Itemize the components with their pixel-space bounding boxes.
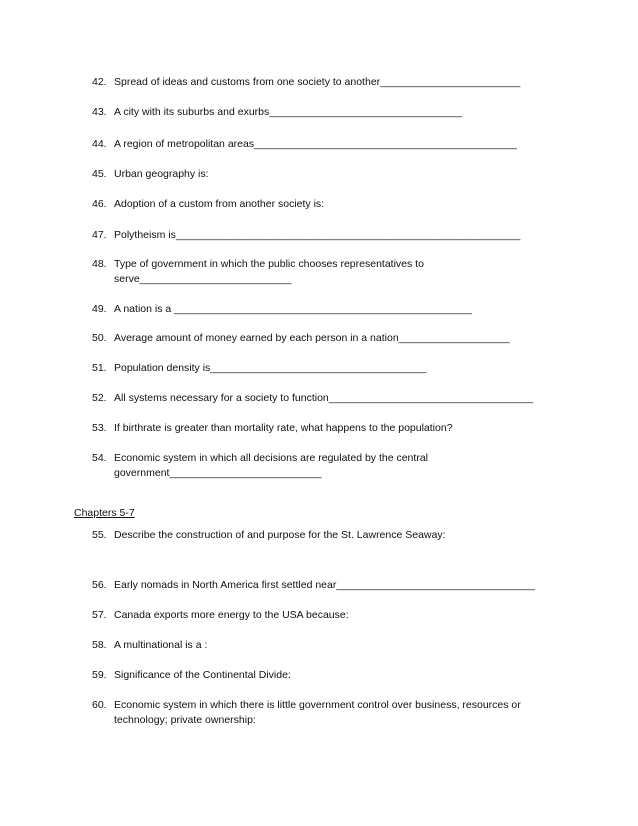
question-number: 49.	[92, 303, 107, 315]
question-text-line1: Economic system in which there is little government control over business, resources or	[114, 699, 521, 711]
question-text: A multinational is a :	[114, 639, 208, 651]
question-text: Polytheism is___________________________________________________________	[114, 229, 521, 241]
question-number: 52.	[92, 392, 107, 404]
question-number: 57.	[92, 609, 107, 621]
question-text: Describe the construction of and purpose for the St. Lawrence Seaway:	[114, 529, 446, 541]
question-text: Early nomads in North America first settled near__________________________________	[114, 579, 535, 591]
question-number: 58.	[92, 639, 107, 651]
question-text: A region of metropolitan areas_____________________________________________	[114, 138, 517, 150]
question-number: 43.	[92, 106, 107, 118]
question-number: 42.	[92, 76, 107, 88]
question-text: Canada exports more energy to the USA because:	[114, 609, 349, 621]
question-text: Urban geography is:	[114, 168, 209, 180]
question-number: 54.	[92, 452, 107, 464]
question-text: Spread of ideas and customs from one society to another________________________	[114, 76, 521, 88]
question-number: 55.	[92, 529, 107, 541]
question-number: 47.	[92, 229, 107, 241]
question-text-line2: serve__________________________	[114, 273, 292, 285]
section-heading: Chapters 5-7	[74, 507, 135, 519]
question-text-line1: Type of government in which the public chooses representatives to	[114, 258, 424, 270]
question-number: 46.	[92, 198, 107, 210]
question-number: 59.	[92, 669, 107, 681]
question-text: Adoption of a custom from another society is:	[114, 198, 325, 210]
question-text-line2: government__________________________	[114, 467, 322, 479]
question-text: If birthrate is greater than mortality rate, what happens to the population?	[114, 422, 453, 434]
question-text-line2: technology; private ownership:	[114, 714, 256, 726]
question-number: 48.	[92, 258, 107, 270]
question-number: 45.	[92, 168, 107, 180]
question-text: All systems necessary for a society to function___________________________________	[114, 392, 534, 404]
question-number: 50.	[92, 332, 107, 344]
question-text: A nation is a ___________________________________________________	[114, 303, 472, 315]
question-text: Population density is_____________________________________	[114, 362, 427, 374]
question-text: Significance of the Continental Divide:	[114, 669, 291, 681]
question-text-line1: Economic system in which all decisions are regulated by the central	[114, 452, 428, 464]
question-number: 60.	[92, 699, 107, 711]
question-text: A city with its suburbs and exurbs_________________________________	[114, 106, 462, 118]
question-text: Average amount of money earned by each person in a nation___________________	[114, 332, 510, 344]
question-number: 51.	[92, 362, 107, 374]
question-number: 53.	[92, 422, 107, 434]
question-number: 44.	[92, 138, 107, 150]
question-number: 56.	[92, 579, 107, 591]
